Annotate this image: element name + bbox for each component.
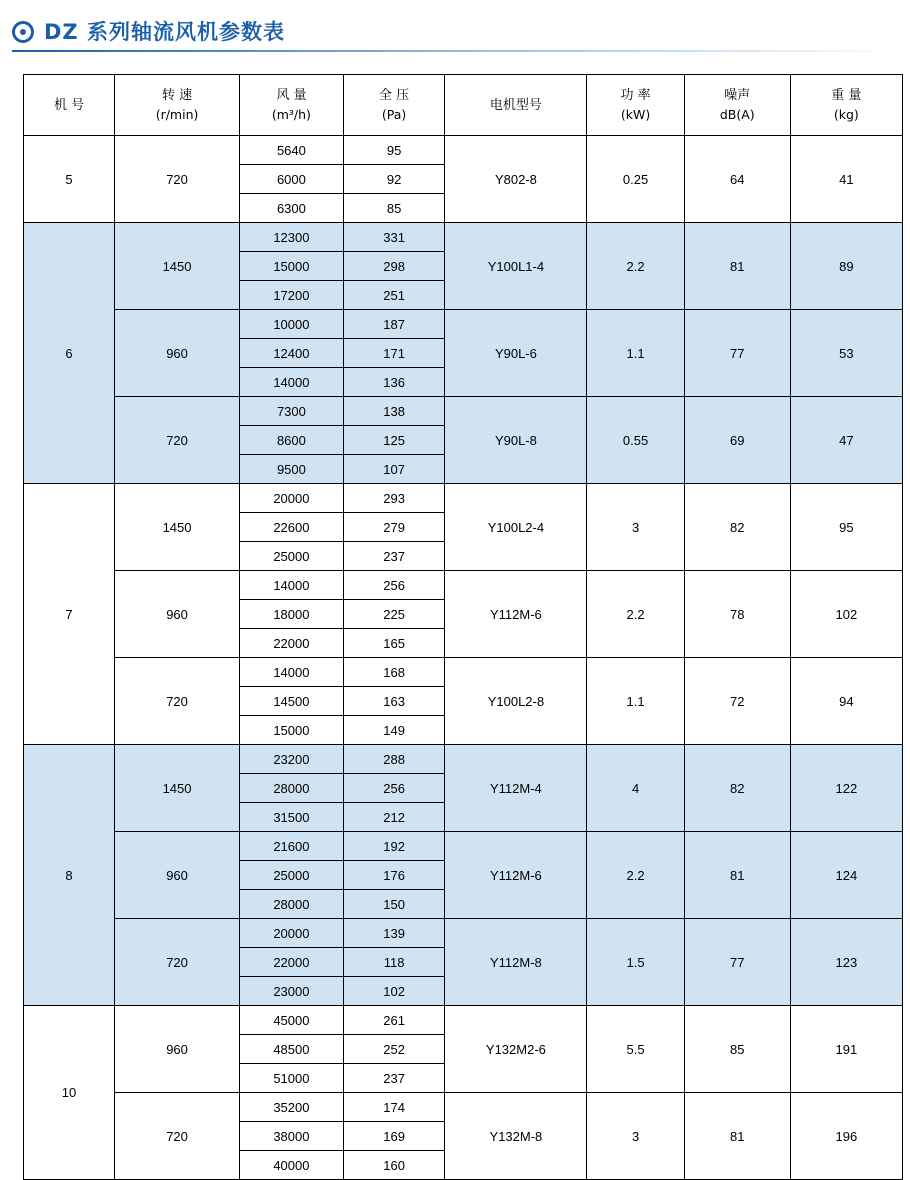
cell-flow: 20000 xyxy=(240,919,344,948)
cell-power: 1.5 xyxy=(587,919,684,1006)
cell-pressure: 256 xyxy=(343,774,445,803)
cell-speed: 720 xyxy=(115,1093,240,1180)
cell-power: 0.55 xyxy=(587,397,684,484)
cell-pressure: 136 xyxy=(343,368,445,397)
cell-weight: 89 xyxy=(790,223,902,310)
cell-power: 0.25 xyxy=(587,136,684,223)
cell-pressure: 171 xyxy=(343,339,445,368)
cell-flow: 6300 xyxy=(240,194,344,223)
table-row xyxy=(24,658,903,687)
table-row xyxy=(24,397,903,426)
column-header-flow xyxy=(240,75,344,136)
cell-pressure: 85 xyxy=(343,194,445,223)
cell-pressure: 256 xyxy=(343,571,445,600)
cell-flow: 15000 xyxy=(240,716,344,745)
cell-noise: 85 xyxy=(684,1006,790,1093)
cell-pressure: 118 xyxy=(343,948,445,977)
cell-pressure: 102 xyxy=(343,977,445,1006)
cell-pressure: 163 xyxy=(343,687,445,716)
cell-speed: 1450 xyxy=(115,484,240,571)
cell-motor: Y100L2-8 xyxy=(445,658,587,745)
cell-speed: 720 xyxy=(115,919,240,1006)
column-header-speed-unit: (r/min) xyxy=(155,107,199,122)
cell-power: 1.1 xyxy=(587,310,684,397)
cell-pressure: 288 xyxy=(343,745,445,774)
column-header-weight-label: 重 量 xyxy=(831,88,862,103)
target-circle-icon xyxy=(12,21,34,43)
column-header-weight xyxy=(790,75,902,136)
cell-weight: 191 xyxy=(790,1006,902,1093)
table-header xyxy=(24,75,903,136)
cell-pressure: 237 xyxy=(343,1064,445,1093)
cell-power: 1.1 xyxy=(587,658,684,745)
cell-pressure: 95 xyxy=(343,136,445,165)
cell-pressure: 165 xyxy=(343,629,445,658)
cell-pressure: 187 xyxy=(343,310,445,339)
cell-flow: 17200 xyxy=(240,281,344,310)
table-header-row xyxy=(24,75,903,136)
cell-noise: 72 xyxy=(684,658,790,745)
cell-speed: 960 xyxy=(115,1006,240,1093)
cell-flow: 23200 xyxy=(240,745,344,774)
cell-weight: 123 xyxy=(790,919,902,1006)
cell-pressure: 169 xyxy=(343,1122,445,1151)
cell-speed: 960 xyxy=(115,832,240,919)
cell-flow: 22600 xyxy=(240,513,344,542)
cell-pressure: 168 xyxy=(343,658,445,687)
cell-noise: 81 xyxy=(684,223,790,310)
cell-pressure: 293 xyxy=(343,484,445,513)
cell-speed: 720 xyxy=(115,136,240,223)
cell-pressure: 125 xyxy=(343,426,445,455)
cell-model: 10 xyxy=(24,1006,115,1180)
cell-pressure: 251 xyxy=(343,281,445,310)
cell-weight: 196 xyxy=(790,1093,902,1180)
cell-power: 2.2 xyxy=(587,223,684,310)
cell-pressure: 138 xyxy=(343,397,445,426)
cell-noise: 64 xyxy=(684,136,790,223)
cell-motor: Y112M-6 xyxy=(445,571,587,658)
page-title: DZ 系列轴流风机参数表 xyxy=(44,20,285,44)
cell-flow: 28000 xyxy=(240,774,344,803)
cell-weight: 41 xyxy=(790,136,902,223)
cell-speed: 960 xyxy=(115,310,240,397)
column-header-flow-label: 风 量 xyxy=(276,88,307,103)
header-divider xyxy=(12,50,898,52)
cell-flow: 25000 xyxy=(240,542,344,571)
column-header-motor xyxy=(445,75,587,136)
cell-flow: 10000 xyxy=(240,310,344,339)
cell-pressure: 192 xyxy=(343,832,445,861)
cell-flow: 15000 xyxy=(240,252,344,281)
table-row xyxy=(24,832,903,861)
cell-pressure: 331 xyxy=(343,223,445,252)
cell-power: 2.2 xyxy=(587,832,684,919)
column-header-power-unit: (kW) xyxy=(620,107,651,122)
cell-model: 8 xyxy=(24,745,115,1006)
table-row xyxy=(24,919,903,948)
cell-flow: 9500 xyxy=(240,455,344,484)
cell-noise: 82 xyxy=(684,484,790,571)
cell-speed: 720 xyxy=(115,397,240,484)
cell-speed: 1450 xyxy=(115,223,240,310)
parameter-table-container xyxy=(23,74,903,1180)
cell-motor: Y112M-6 xyxy=(445,832,587,919)
cell-flow: 5640 xyxy=(240,136,344,165)
cell-pressure: 150 xyxy=(343,890,445,919)
cell-pressure: 139 xyxy=(343,919,445,948)
cell-noise: 78 xyxy=(684,571,790,658)
cell-motor: Y112M-8 xyxy=(445,919,587,1006)
cell-flow: 40000 xyxy=(240,1151,344,1180)
cell-flow: 20000 xyxy=(240,484,344,513)
cell-pressure: 160 xyxy=(343,1151,445,1180)
column-header-noise-label: 噪声 xyxy=(724,88,751,103)
cell-pressure: 261 xyxy=(343,1006,445,1035)
cell-weight: 95 xyxy=(790,484,902,571)
cell-pressure: 176 xyxy=(343,861,445,890)
cell-weight: 124 xyxy=(790,832,902,919)
cell-flow: 14500 xyxy=(240,687,344,716)
cell-pressure: 107 xyxy=(343,455,445,484)
cell-noise: 81 xyxy=(684,832,790,919)
cell-flow: 48500 xyxy=(240,1035,344,1064)
table-row xyxy=(24,484,903,513)
column-header-noise xyxy=(684,75,790,136)
column-header-motor-label: 电机型号 xyxy=(489,97,542,113)
cell-flow: 23000 xyxy=(240,977,344,1006)
cell-flow: 6000 xyxy=(240,165,344,194)
cell-power: 2.2 xyxy=(587,571,684,658)
cell-motor: Y112M-4 xyxy=(445,745,587,832)
cell-flow: 14000 xyxy=(240,658,344,687)
cell-power: 5.5 xyxy=(587,1006,684,1093)
cell-flow: 35200 xyxy=(240,1093,344,1122)
table-row xyxy=(24,1006,903,1035)
table-row xyxy=(24,223,903,252)
column-header-noise-unit: dB(A) xyxy=(719,107,755,122)
column-header-speed xyxy=(115,75,240,136)
column-header-model xyxy=(24,75,115,136)
column-header-pressure-label: 全 压 xyxy=(379,88,410,103)
cell-weight: 94 xyxy=(790,658,902,745)
cell-flow: 45000 xyxy=(240,1006,344,1035)
table-row xyxy=(24,1093,903,1122)
cell-flow: 25000 xyxy=(240,861,344,890)
table-row xyxy=(24,310,903,339)
cell-speed: 1450 xyxy=(115,745,240,832)
cell-pressure: 92 xyxy=(343,165,445,194)
cell-flow: 51000 xyxy=(240,1064,344,1093)
cell-pressure: 149 xyxy=(343,716,445,745)
cell-motor: Y802-8 xyxy=(445,136,587,223)
column-header-weight-unit: (kg) xyxy=(833,107,859,122)
cell-pressure: 225 xyxy=(343,600,445,629)
cell-power: 3 xyxy=(587,1093,684,1180)
column-header-power-label: 功 率 xyxy=(620,88,651,103)
cell-model: 7 xyxy=(24,484,115,745)
cell-flow: 38000 xyxy=(240,1122,344,1151)
cell-pressure: 279 xyxy=(343,513,445,542)
table-row xyxy=(24,136,903,165)
cell-flow: 31500 xyxy=(240,803,344,832)
parameter-table xyxy=(23,74,903,1180)
cell-weight: 53 xyxy=(790,310,902,397)
cell-flow: 8600 xyxy=(240,426,344,455)
cell-pressure: 237 xyxy=(343,542,445,571)
table-row xyxy=(24,745,903,774)
cell-flow: 12300 xyxy=(240,223,344,252)
cell-flow: 14000 xyxy=(240,368,344,397)
cell-motor: Y90L-8 xyxy=(445,397,587,484)
cell-weight: 47 xyxy=(790,397,902,484)
cell-flow: 28000 xyxy=(240,890,344,919)
cell-pressure: 298 xyxy=(343,252,445,281)
cell-weight: 102 xyxy=(790,571,902,658)
cell-flow: 14000 xyxy=(240,571,344,600)
cell-noise: 69 xyxy=(684,397,790,484)
column-header-pressure-unit: (Pa) xyxy=(381,107,407,122)
cell-motor: Y100L1-4 xyxy=(445,223,587,310)
cell-motor: Y100L2-4 xyxy=(445,484,587,571)
cell-flow: 21600 xyxy=(240,832,344,861)
cell-flow: 12400 xyxy=(240,339,344,368)
cell-motor: Y132M2-6 xyxy=(445,1006,587,1093)
cell-flow: 22000 xyxy=(240,948,344,977)
cell-pressure: 212 xyxy=(343,803,445,832)
cell-noise: 82 xyxy=(684,745,790,832)
cell-power: 4 xyxy=(587,745,684,832)
cell-model: 6 xyxy=(24,223,115,484)
cell-weight: 122 xyxy=(790,745,902,832)
page-header xyxy=(12,14,898,50)
column-header-flow-unit: (m³/h) xyxy=(271,107,311,122)
cell-motor: Y132M-8 xyxy=(445,1093,587,1180)
cell-motor: Y90L-6 xyxy=(445,310,587,397)
column-header-speed-label: 转 速 xyxy=(161,88,193,103)
cell-flow: 22000 xyxy=(240,629,344,658)
cell-pressure: 174 xyxy=(343,1093,445,1122)
column-header-pressure xyxy=(343,75,445,136)
cell-model: 5 xyxy=(24,136,115,223)
table-body xyxy=(24,136,903,1180)
cell-pressure: 252 xyxy=(343,1035,445,1064)
cell-power: 3 xyxy=(587,484,684,571)
table-row xyxy=(24,571,903,600)
cell-noise: 77 xyxy=(684,310,790,397)
cell-flow: 18000 xyxy=(240,600,344,629)
column-header-power xyxy=(587,75,684,136)
cell-speed: 960 xyxy=(115,571,240,658)
cell-noise: 77 xyxy=(684,919,790,1006)
cell-noise: 81 xyxy=(684,1093,790,1180)
cell-flow: 7300 xyxy=(240,397,344,426)
column-header-model-label: 机 号 xyxy=(53,97,85,113)
cell-speed: 720 xyxy=(115,658,240,745)
